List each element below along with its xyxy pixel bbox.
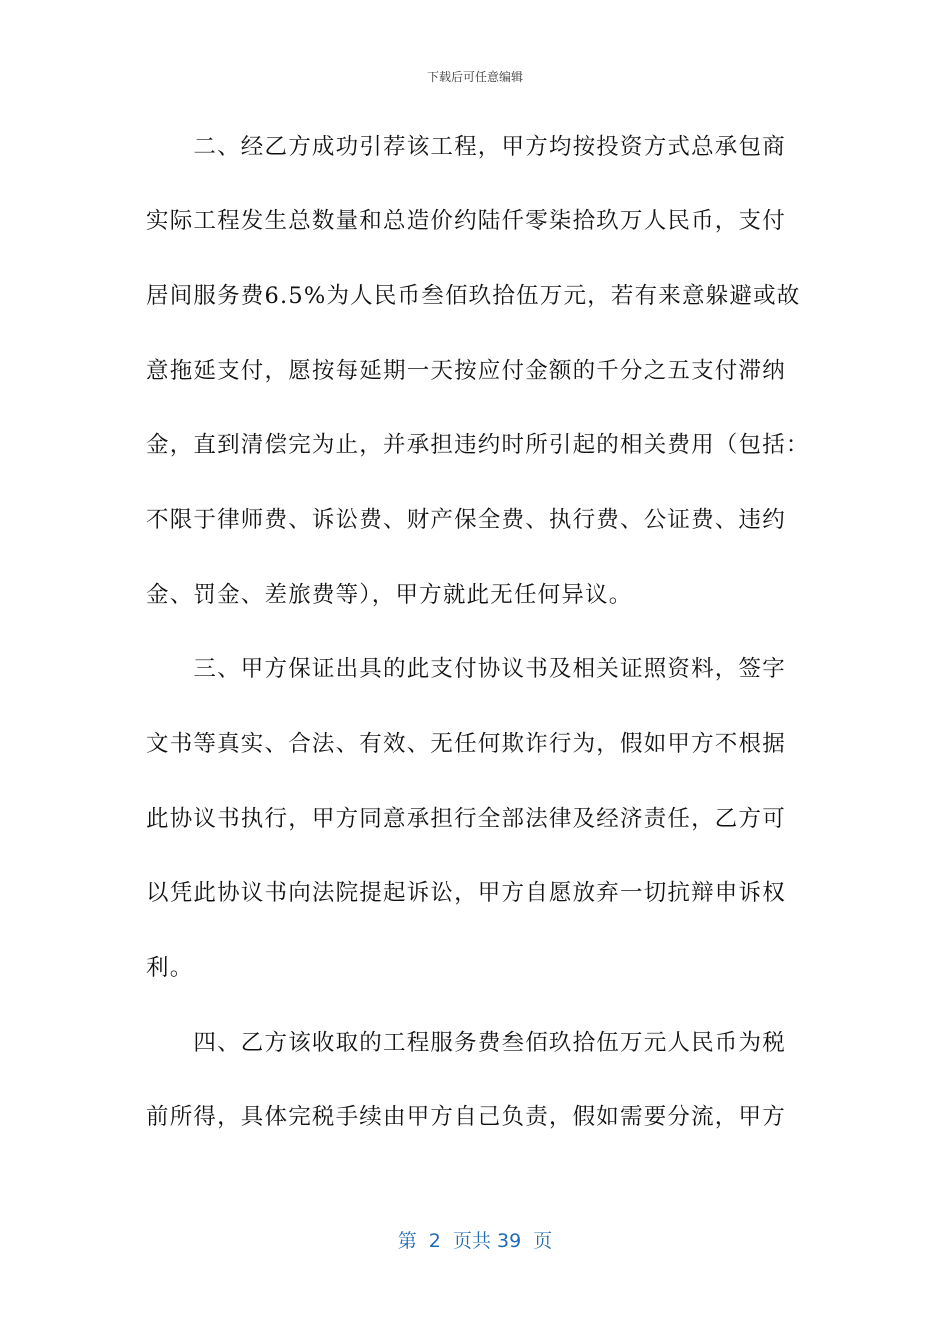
text-line: 利。 [146, 955, 194, 981]
page-number-footer: 第 2 页共 39 页 [397, 1230, 553, 1252]
text-line: 四、乙方该收取的工程服务费叁佰玖拾伍万元人民币为税 [146, 1030, 786, 1056]
text-line: 不限于律师费、诉讼费、财产保全费、执行费、公证费、违约 [146, 507, 786, 533]
text-line: 意拖延支付，愿按每延期一天按应付金额的千分之五支付滞纳 [146, 358, 786, 384]
text-line: 以凭此协议书向法院提起诉讼，甲方自愿放弃一切抗辩申诉权 [146, 880, 786, 906]
text-line: 三、甲方保证出具的此支付协议书及相关证照资料，签字 [146, 656, 786, 682]
text-line: 实际工程发生总数量和总造价约陆仟零柒拾玖万人民币，支付 [146, 208, 786, 234]
page-header-note: 下载后可任意编辑 [426, 70, 523, 84]
text-line: 此协议书执行，甲方同意承担行全部法律及经济责任，乙方可 [146, 806, 786, 832]
text-line: 居间服务费6.5%为人民币叁佰玖拾伍万元，若有来意躲避或故 [146, 283, 801, 309]
text-line: 二、经乙方成功引荐该工程，甲方均按投资方式总承包商 [146, 134, 786, 160]
text-line: 金，直到清偿完为止，并承担违约时所引起的相关费用（包括： [146, 432, 810, 458]
text-line: 金、罚金、差旅费等），甲方就此无任何异议。 [146, 582, 633, 608]
text-line: 前所得，具体完税手续由甲方自己负责，假如需要分流，甲方 [146, 1104, 786, 1130]
text-line: 文书等真实、合法、有效、无任何欺诈行为，假如甲方不根据 [146, 731, 786, 757]
